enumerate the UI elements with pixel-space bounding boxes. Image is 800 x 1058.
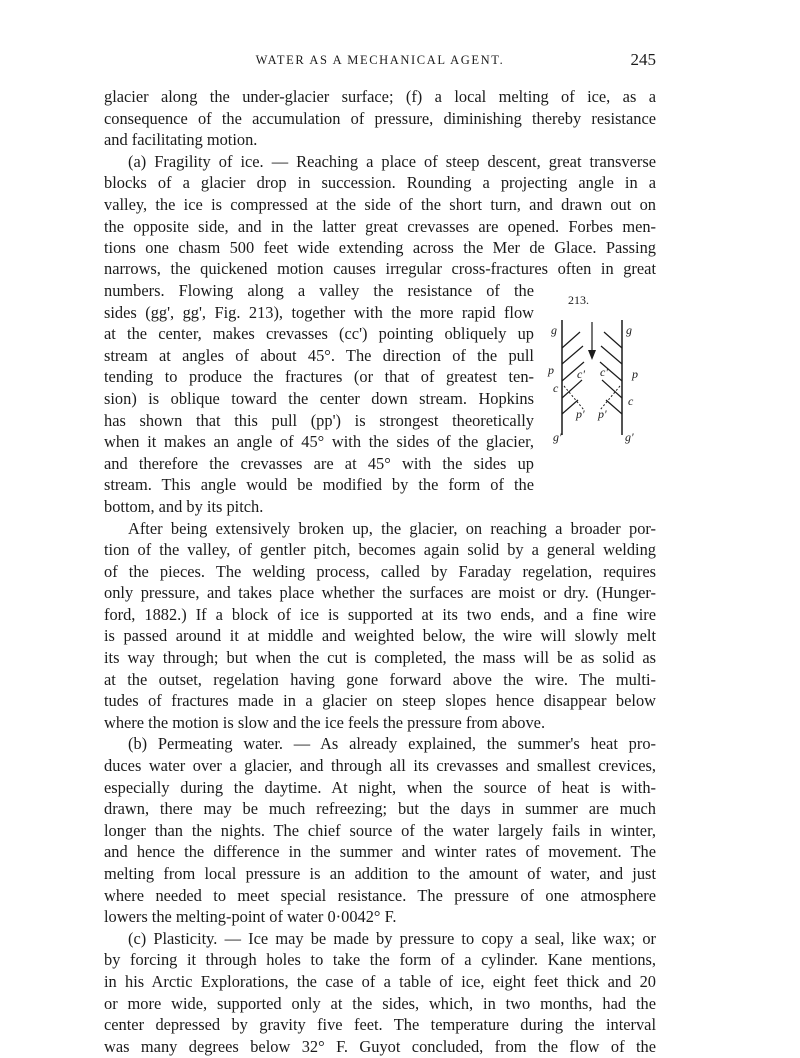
text-line: has shown that this pull (pp') is strongest theoretically [104, 411, 534, 430]
text-line: and hence the difference in the summer and winter rates of movement. The [104, 842, 656, 861]
text-line: bottom, and by its pitch. [104, 497, 264, 516]
label-c-left: c [553, 381, 559, 395]
text-line: at the outset, regelation having gone forward above the wire. The multi- [104, 670, 656, 689]
text-line: was many degrees below 32° F. Guyot concluded, from the flow of the [104, 1037, 656, 1056]
label-g-right: g [626, 323, 632, 337]
text-line: melting from local pressure is an addition to the amount of water, and just [104, 864, 656, 883]
text-line: numbers. Flowing along a valley the resistance of the [104, 281, 534, 300]
label-c-prime-right: c' [600, 365, 608, 379]
text-line: when it makes an angle of 45° with the sides of the glacier, [104, 432, 534, 451]
label-g-left: g [551, 323, 557, 337]
text-line: center depressed by gravity five feet. The temperature during the interval [104, 1015, 656, 1034]
text-line: consequence of the accumulation of pressure, diminishing thereby resistance [104, 109, 656, 128]
text-line: ford, 1882.) If a block of ice is supported at its two ends, and a fine wire [104, 605, 656, 624]
running-header [104, 50, 656, 72]
text-line: at the center, makes crevasses (cc') pointing obliquely up [104, 324, 534, 343]
text-line: in his Arctic Explorations, the case of a table of ice, eight feet thick and 20 [104, 972, 656, 991]
label-p-left: p [548, 363, 554, 377]
label-g-prime-right: g' [625, 430, 634, 444]
figure-number: 213. [568, 293, 589, 307]
label-p-prime-left: p' [576, 407, 585, 421]
text-line: tion of the valley, of gentler pitch, becomes again solid by a general welding [104, 540, 656, 559]
flow-arrow-head [588, 350, 596, 360]
text-line: or more wide, supported only at the sides, which, in two months, had the [104, 994, 656, 1013]
label-c-right: c [628, 394, 634, 408]
text-line: (b) Permeating water. — As already explained, the summer's heat pro- [128, 734, 656, 753]
label-g-prime-left: g' [553, 430, 562, 444]
text-line: glacier along the under-glacier surface; (f) a local melting of ice, as a [104, 87, 656, 106]
text-line: (c) Plasticity. — Ice may be made by pressure to copy a seal, like wax; or [128, 929, 656, 948]
text-line: tending to produce the fractures (or that of greatest ten- [104, 367, 534, 386]
text-line: valley, the ice is compressed at the side of the short turn, and drawn out on [104, 195, 656, 214]
text-line: drawn, there may be much refreezing; but the days in summer are much [104, 799, 656, 818]
page-number: 245 [630, 50, 656, 69]
text-line: sion) is oblique toward the center down stream. Hopkins [104, 389, 534, 408]
text-line: the opposite side, and in the latter great crevasses are opened. Forbes men- [104, 217, 656, 236]
text-line: blocks of a glacier drop in succession. Rounding a projecting angle in a [104, 173, 656, 192]
text-line: and therefore the crevasses are at 45° with the sides up [104, 454, 534, 473]
text-line: lowers the melting-point of water 0·0042° F. [104, 907, 397, 926]
text-line: tudes of fractures made in a glacier on steep slopes hence disappear below [104, 691, 656, 710]
text-line: and facilitating motion. [104, 130, 258, 149]
text-line: sides (gg', gg', Fig. 213), together with the more rapid flow [104, 303, 534, 322]
text-line: stream. This angle would be modified by the form of the [104, 475, 534, 494]
text-line: stream at angles of about 45°. The direction of the pull [104, 346, 534, 365]
figure-213-crevasse-diagram [540, 290, 660, 460]
text-line: longer than the nights. The chief source of the water largely fails in winter, [104, 821, 656, 840]
text-line: by forcing it through holes to take the form of a cylinder. Kane mentions, [104, 950, 656, 969]
label-p-prime-right: p' [598, 407, 607, 421]
running-title: WATER AS A MECHANICAL AGENT. [255, 53, 505, 67]
text-line: where the motion is slow and the ice feels the pressure from above. [104, 713, 546, 732]
text-line: is passed around it at middle and weighted below, the wire will slowly melt [104, 626, 656, 645]
text-line: tions one chasm 500 feet wide extending across the Mer de Glace. Passing [104, 238, 656, 257]
text-line: only pressure, and takes place whether the surfaces are moist or dry. (Hunger- [104, 583, 656, 602]
text-line: (a) Fragility of ice. — Reaching a place of steep descent, great transverse [128, 152, 656, 171]
text-line: narrows, the quickened motion causes irregular cross-fractures often in great [104, 259, 656, 278]
text-line: where needed to meet special resistance. The pressure of one atmosphere [104, 886, 656, 905]
text-line: After being extensively broken up, the glacier, on reaching a broader por- [128, 519, 656, 538]
text-line: of the pieces. The welding process, called by Faraday regelation, requires [104, 562, 656, 581]
text-line: duces water over a glacier, and through all its crevasses and smallest crevices, [104, 756, 656, 775]
label-c-prime-left: c' [577, 367, 585, 381]
text-line: its way through; but when the cut is completed, the mass will be as solid as [104, 648, 656, 667]
crevasse-diagram-svg [540, 290, 660, 460]
label-p-right: p [632, 367, 638, 381]
text-line: especially during the daytime. At night, when the source of heat is with- [104, 778, 656, 797]
